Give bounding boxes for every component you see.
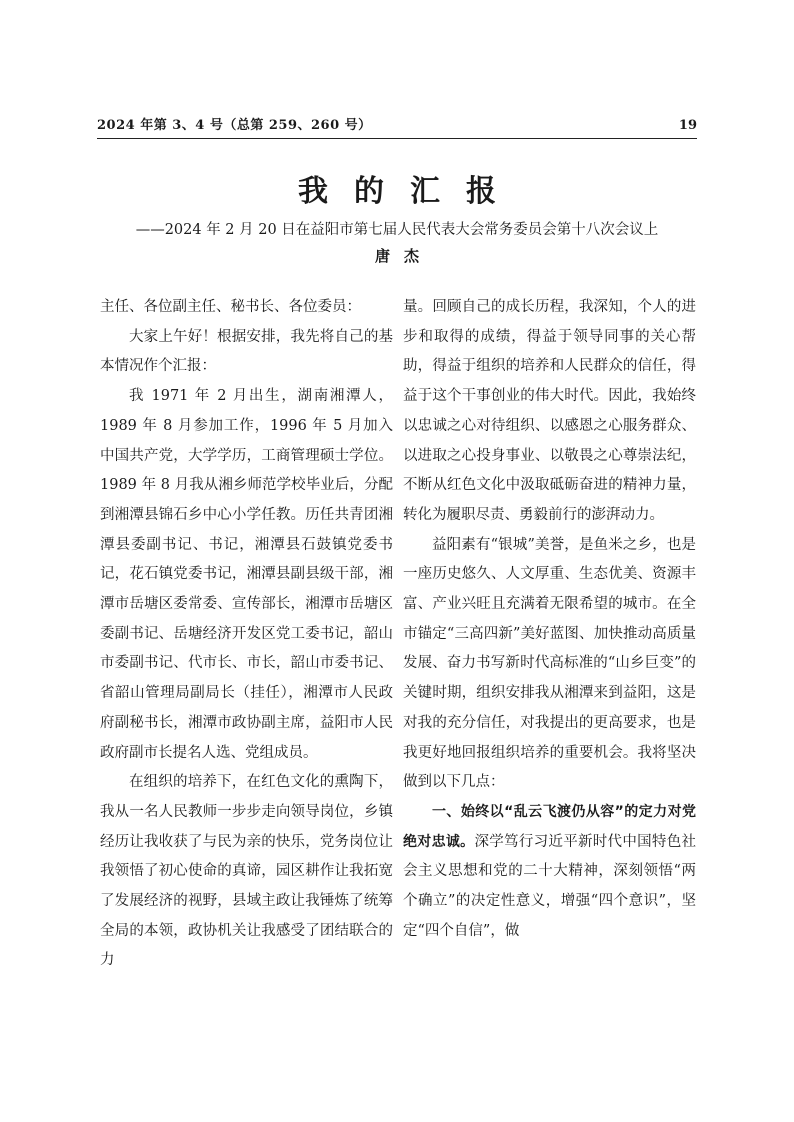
article-title: 我的汇报 bbox=[298, 174, 522, 209]
reflection-paragraph: 量。回顾自己的成长历程，我深知，个人的进步和取得的成绩，得益于领导同事的关心帮助，得益于组织的培养和人民群众的信任，得益于这个干事创业的伟大时代。因此，我始终以忠诚之心对待组织、以感恩之心服务群众、以进取之心投身事业、以敬畏之心尊崇法纪，不断从红色文化中汲取砥砺奋进的精神力量，转化为履职尽责、勇毅前行的澎湃动力。 bbox=[403, 299, 696, 523]
header-rule bbox=[97, 138, 697, 139]
greeting-paragraph: 大家上午好！根据安排，我先将自己的基本情况作个汇报： bbox=[100, 328, 393, 375]
issue-label: 2024 年第 3、4 号（总第 259、260 号） bbox=[97, 118, 372, 133]
right-column bbox=[403, 293, 696, 1033]
running-header bbox=[97, 117, 697, 135]
biography-paragraph: 我 1971 年 2 月出生，湖南湘潭人，1989 年 8 月参加工作，1996 年 5 月加入中国共产党，大学学历，工商管理硕士学位。1989 年 8 月我从湘乡师范学校毕业后，分配到湘潭县锦石乡中心小学任教。历任共青团湘潭县委副书记、书记，湘潭县石鼓镇党委书记，花石镇党委书记，湘潭县副县级干部，湘潭市岳塘区委常委、宣传部长，湘潭市岳塘区委副书记、岳塘经济开发区党工委书记，韶山市委副书记、代市长、市长，韶山市委书记、省韶山管理局副局长（挂任），湘潭市人民政府副秘书长，湘潭市政协副主席，益阳市人民政府副市长提名人选、党组成员。 bbox=[100, 388, 393, 761]
left-column bbox=[100, 293, 393, 1033]
growth-paragraph: 在组织的培养下，在红色文化的熏陶下，我从一名人民教师一步步走向领导岗位，乡镇经历让我收获了与民为亲的快乐，党务岗位让我领悟了初心使命的真谛，园区耕作让我拓宽了发展经济的视野，县域主政让我锤炼了统筹全局的本领，政协机关让我感受了团结联合的力 bbox=[100, 774, 393, 969]
article-author: 唐杰 bbox=[374, 247, 433, 265]
page-number: 19 bbox=[678, 118, 697, 133]
yiyang-paragraph: 益阳素有“银城”美誉，是鱼米之乡，也是一座历史悠久、人文厚重、生态优美、资源丰富、产业兴旺且充满着无限希望的城市。在全市锚定“三高四新”美好蓝图、加快推动高质量发展、奋力书写新时代高标准的“山乡巨变”的关键时期，组织安排我从湘潭来到益阳，这是对我的充分信任，对我提出的更高要求，也是我更好地回报组织培养的重要机会。我将坚决做到以下几点： bbox=[403, 536, 696, 791]
article-subtitle: ——2024 年 2 月 20 日在益阳市第七届人民代表大会常务委员会第十八次会议上 bbox=[135, 222, 659, 238]
commitment-heading: 一、始终以“乱云飞渡仍从容”的定力对党绝对忠诚。 bbox=[403, 803, 696, 850]
commitment-body: 深学笃行习近平新时代中国特色社会主义思想和党的二十大精神，深刻领悟“两个确立”的决定性意义，增强“四个意识”，坚定“四个自信”，做 bbox=[403, 833, 696, 939]
salutation-paragraph: 主任、各位副主任、秘书长、各位委员： bbox=[100, 299, 361, 315]
commitment-paragraph bbox=[403, 798, 696, 947]
